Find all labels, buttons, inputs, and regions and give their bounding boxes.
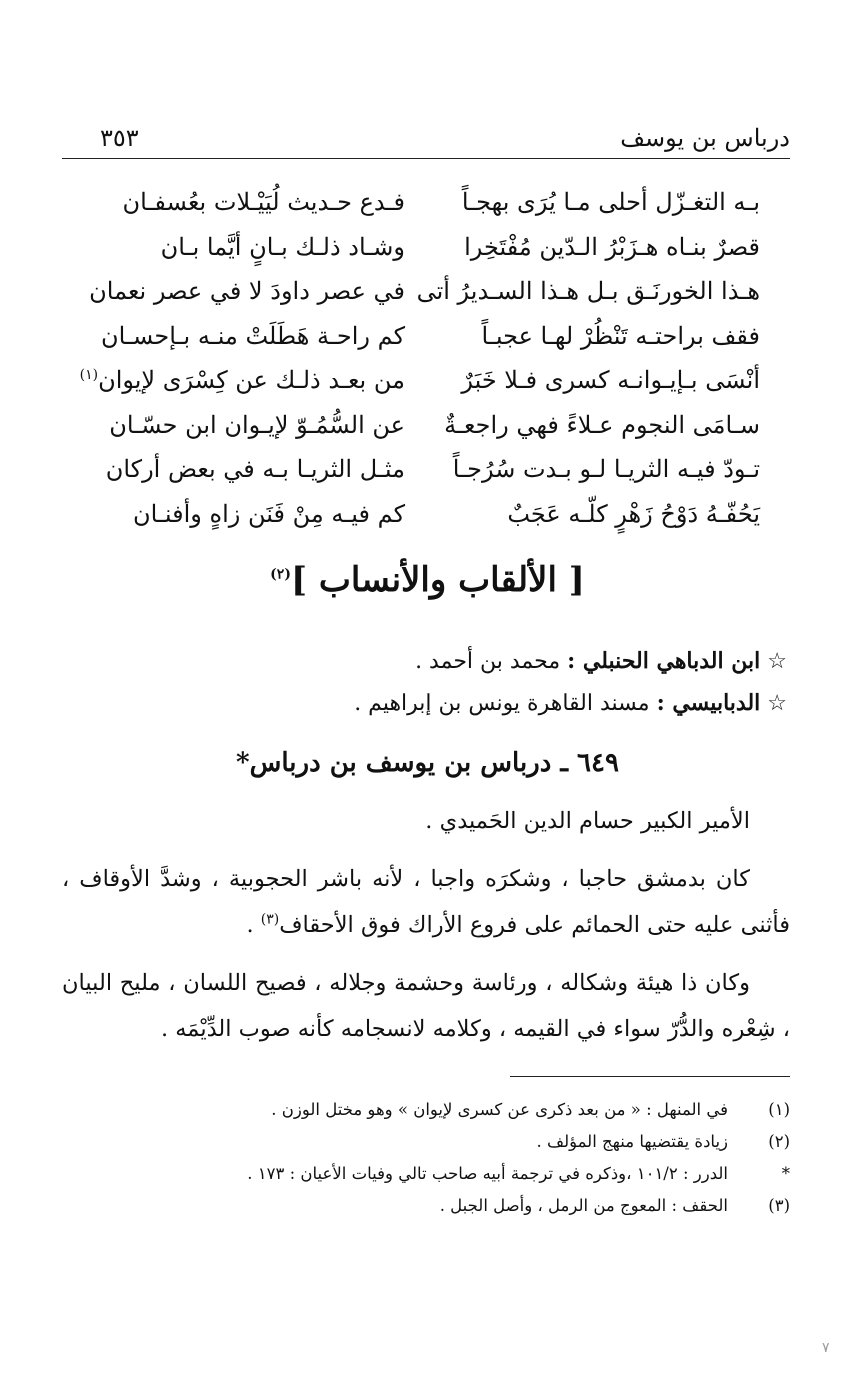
verse-first-hemistich: سـامَى النجوم عـلاءً فهي راجعـةٌ bbox=[444, 410, 760, 439]
verse-second-hemistich: وشـاد ذلـك بـانٍ أيَّما بـان bbox=[160, 232, 405, 261]
footnote-number: * bbox=[781, 1164, 790, 1183]
verse-row bbox=[95, 403, 760, 448]
verse-second-hemistich: فـدع حـديث لُيَيْـلات بعُسفـان bbox=[122, 188, 405, 217]
verse-row bbox=[95, 180, 760, 225]
verse-row bbox=[95, 225, 760, 270]
footnote-marker: (٢) bbox=[270, 566, 291, 583]
verse-row bbox=[95, 492, 760, 537]
biography-title: ٦٤٩ ـ درباس بن يوسف بن درباس* bbox=[236, 748, 619, 778]
list-item bbox=[68, 640, 787, 682]
footnote-marker: (٣) bbox=[260, 911, 280, 928]
verse-first-hemistich: فقف براحتـه تَنْظُرْ لهـا عجبـاً bbox=[481, 321, 760, 350]
star-icon: ☆ bbox=[767, 691, 787, 716]
paragraph: الأمير الكبير حسام الدين الحَميدي . bbox=[425, 808, 750, 834]
entries-list bbox=[68, 640, 787, 724]
list-item bbox=[68, 682, 787, 724]
section-heading bbox=[0, 560, 855, 600]
verse-row bbox=[95, 447, 760, 492]
paragraph-text: كان بدمشق حاجبا ، وشكرَه واجبا ، لأنه باشر الحجوبية ، وشدَّ الأوقاف ، فأثنى عليه حتى الحمائم على فروع الأراك فوق الأحقاف bbox=[62, 866, 790, 938]
footnote bbox=[62, 1190, 790, 1222]
footnote-text: في المنهل : « من بعد ذكرى عن كسرى لإيوان » وهو مختل الوزن . bbox=[271, 1100, 728, 1119]
verse-second-hemistich bbox=[79, 366, 405, 395]
section-title: [ الألقاب والأنساب ] bbox=[290, 560, 585, 600]
entry-definition: مسند القاهرة يونس بن إبراهيم . bbox=[354, 691, 650, 716]
footnote-divider bbox=[510, 1076, 790, 1077]
verse-first-hemistich: أنْسَى بـإيـوانـه كسرى فـلا خَبَرٌ bbox=[461, 366, 760, 395]
verse-row bbox=[89, 269, 760, 314]
footnote bbox=[62, 1126, 790, 1158]
verse-first-hemistich: بـه التغـزّل أحلى مـا يُرَى بهجـاً bbox=[461, 188, 760, 217]
running-title: درباس بن يوسف bbox=[620, 124, 790, 152]
poem bbox=[79, 180, 760, 536]
verse-second-hemistich: في عصر داودَ لا في عصر نعمان bbox=[89, 277, 405, 306]
verse-text: من بعـد ذلـك عن كِسْرَى لإيوان bbox=[98, 366, 405, 395]
verse-second-hemistich: مثـل الثريـا بـه في بعض أركان bbox=[105, 455, 405, 484]
footnotes bbox=[62, 1094, 790, 1222]
verse-first-hemistich: تـودّ فيـه الثريـا لـو بـدت سُرُجـاً bbox=[452, 455, 760, 484]
star-icon: ☆ bbox=[767, 649, 787, 674]
footnote-number: (٢) bbox=[768, 1132, 790, 1151]
verse-first-hemistich: قصرٌ بنـاه هـزَبْرُ الـدّين مُفْتَخِرا bbox=[464, 232, 760, 261]
footnote-text: زيادة يقتضيها منهج المؤلف . bbox=[536, 1132, 728, 1151]
footnote bbox=[62, 1094, 790, 1126]
verse-first-hemistich: هـذا الخورنَـق بـل هـذا السـديرُ أتى bbox=[416, 277, 760, 306]
entry-definition: محمد بن أحمد . bbox=[415, 649, 561, 674]
paragraph bbox=[62, 856, 790, 948]
entry-term: ابن الدباهي الحنبلي : bbox=[567, 648, 761, 674]
running-header bbox=[62, 122, 790, 159]
corner-mark: ٧ bbox=[822, 1340, 830, 1356]
footnote bbox=[62, 1158, 790, 1190]
footnote-text: الحقف : المعوج من الرمل ، وأصل الجبل . bbox=[439, 1196, 728, 1215]
verse-second-hemistich: كم فيـه مِنْ فَنَن زاهٍ وأفنـان bbox=[132, 499, 405, 528]
footnote-text: الدرر : ١٠١/٢ ،وذكره في ترجمة أبيه صاحب تالي وفيات الأعيان : ١٧٣ . bbox=[247, 1164, 728, 1183]
verse-row bbox=[95, 314, 760, 359]
entry-term: الدبابيسي : bbox=[656, 690, 761, 716]
body-text bbox=[62, 798, 790, 1064]
paragraph: وكان ذا هيئة وشكاله ، ورئاسة وحشمة وجلاله ، فصيح اللسان ، مليح البيان ، شِعْره والدُّرّ سواء في القيمه ، وكلامه لانسجامه كأنه صوب الدِّيْمَه . bbox=[62, 970, 790, 1042]
footnote-marker: (١) bbox=[79, 367, 99, 384]
paragraph-end: . bbox=[246, 912, 261, 938]
verse-second-hemistich: عن السُّمُـوّ لإيـوان ابن حسّـان bbox=[109, 410, 405, 439]
verse-first-hemistich: يَحُفّـهُ دَوْحُ زَهْرٍ كلّـه عَجَبٌ bbox=[507, 499, 760, 528]
footnote-number: (١) bbox=[768, 1100, 790, 1119]
verse-second-hemistich: كم راحـة هَطَلَتْ منـه بـإحسـان bbox=[101, 321, 405, 350]
footnote-number: (٣) bbox=[768, 1196, 790, 1215]
verse-row bbox=[79, 358, 760, 403]
page-number: ٣٥٣ bbox=[100, 124, 139, 152]
